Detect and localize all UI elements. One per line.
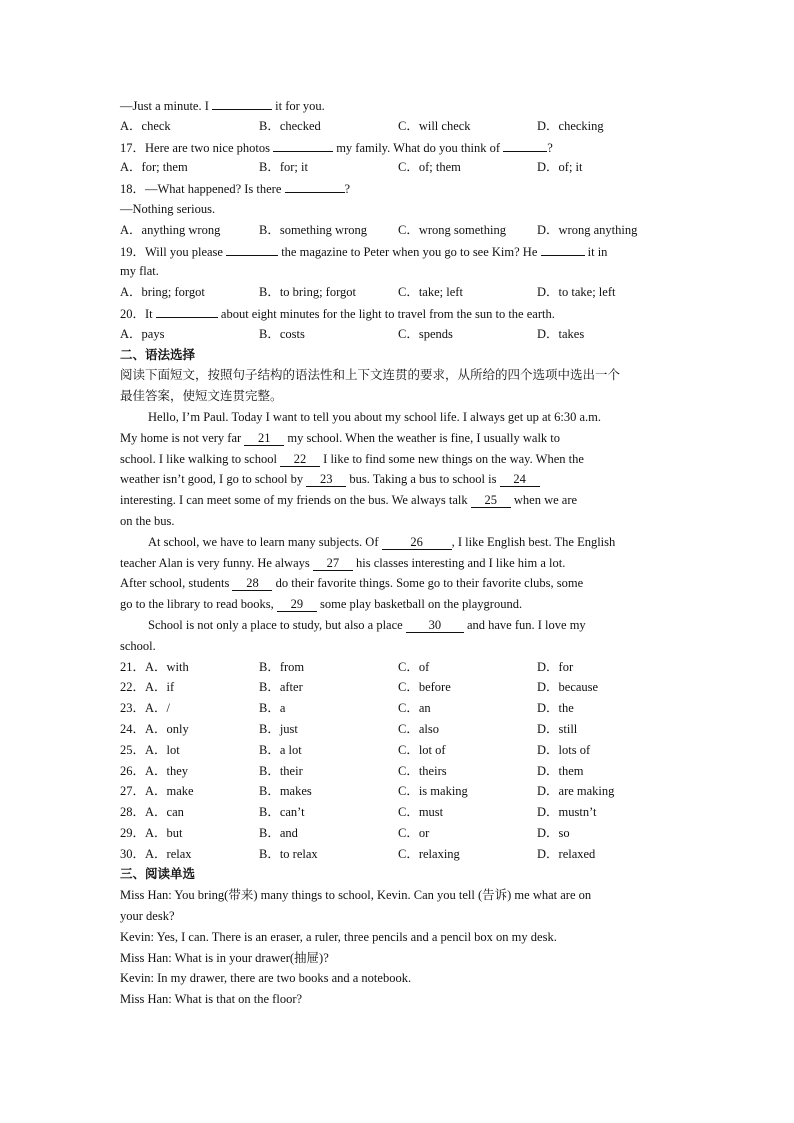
option-b: B．for; it: [259, 160, 308, 175]
passage-line: on the bus.: [120, 513, 175, 528]
passage-line: weather isn’t good, I go to school by 23 bus. Taking a bus to school is 24: [120, 469, 680, 490]
option-c: C．or: [398, 825, 430, 840]
option-a: 27．A．make: [120, 784, 194, 799]
answer-blank: [285, 178, 345, 193]
option-b: B．something wrong: [259, 222, 367, 237]
option-c: C．of: [398, 659, 430, 674]
option-d: D．relaxed: [537, 846, 596, 861]
option-b: B．their: [259, 763, 303, 778]
option-a: 25．A．lot: [120, 742, 180, 757]
passage-line: school. I like walking to school 22 I like to find some new things on the way. When the: [120, 451, 584, 466]
blank-22: 22: [280, 452, 320, 467]
q19-options: [120, 282, 680, 303]
option-a: 22．A．if: [120, 680, 175, 695]
passage-line: interesting. I can meet some of my friends on the bus. We always talk 25 when we are: [120, 493, 578, 508]
passage-line: teacher Alan is very funny. He always 27 his classes interesting and I like him a lot.: [120, 555, 566, 570]
q18-stem: 18．—What happened? Is there ?: [120, 178, 680, 199]
option-c: C．will check: [398, 118, 471, 133]
option-c: C．before: [398, 680, 451, 695]
blank-28: 28: [232, 576, 272, 591]
blank-30: 30: [406, 618, 464, 633]
option-c: C．wrong something: [398, 222, 506, 237]
section-2-instructions-cont: 最佳答案，使短文连贯完整。: [120, 388, 283, 404]
dialogue-line: Kevin: In my drawer, there are two books and a notebook.: [120, 971, 412, 986]
option-a: A．anything wrong: [120, 222, 221, 237]
q28-options: [120, 802, 680, 823]
blank-25: 25: [471, 493, 511, 508]
dialogue-line: Miss Han: What is that on the floor?: [120, 992, 303, 1007]
blank-21: 21: [244, 431, 284, 446]
answer-blank: [226, 241, 278, 256]
q20-options: [120, 324, 680, 345]
answer-blank: [541, 241, 585, 256]
option-b: B．and: [259, 825, 298, 840]
q18-reply: —Nothing serious.: [120, 201, 216, 216]
q26-options: [120, 761, 680, 782]
option-c: C．is making: [398, 784, 468, 799]
option-b: B．makes: [259, 784, 312, 799]
option-d: D．so: [537, 825, 570, 840]
option-d: D．of; it: [537, 160, 583, 175]
q20-stem: 20．It about eight minutes for the light to travel from the sun to the earth.: [120, 303, 680, 324]
dialogue-line: Miss Han: What is in your drawer(抽屉)?: [120, 950, 329, 965]
option-d: D．mustn’t: [537, 805, 597, 820]
option-a: 21．A．with: [120, 659, 189, 674]
passage-line: School is not only a place to study, but also a place 30 and have fun. I love my: [148, 617, 586, 632]
answer-blank: [212, 95, 272, 110]
passage-line: school.: [120, 638, 156, 653]
passage-line: My home is not very far 21 my school. When the weather is fine, I usually walk to: [120, 430, 561, 445]
passage-line: go to the library to read books, 29 some play basketball on the playground.: [120, 597, 523, 612]
option-b: B．just: [259, 721, 298, 736]
option-b: B．to relax: [259, 846, 318, 861]
q18-options: [120, 220, 680, 241]
option-a: 28．A．can: [120, 805, 184, 820]
option-b: B．costs: [259, 326, 305, 341]
option-b: B．can’t: [259, 805, 305, 820]
option-b: B．a: [259, 701, 286, 716]
option-c: C．of; them: [398, 160, 461, 175]
dialogue-line: Miss Han: You bring(带来) many things to school, Kevin. Can you tell (告诉) me what are on: [120, 888, 592, 903]
q23-options: [120, 698, 680, 719]
blank-27: 27: [313, 556, 353, 571]
q16-stem: —Just a minute. I it for you.: [120, 95, 680, 116]
blank-26: 26: [382, 535, 452, 550]
answer-blank: [273, 137, 333, 152]
worksheet-page: [120, 95, 680, 1010]
option-d: D．for: [537, 659, 574, 674]
section-2-title: 二、语法选择: [120, 346, 196, 362]
option-a: 26．A．they: [120, 763, 189, 778]
passage-line: After school, students 28 do their favorite things. Some go to their favorite clubs, some: [120, 576, 584, 591]
option-d: D．because: [537, 680, 599, 695]
option-d: D．are making: [537, 784, 615, 799]
answer-blank: [503, 137, 547, 152]
option-a: 24．A．only: [120, 721, 189, 736]
q16-options: [120, 116, 680, 137]
q19-stem: 19．Will you please the magazine to Peter when you go to see Kim? He it in: [120, 241, 680, 262]
q25-options: [120, 740, 680, 761]
blank-23: 23: [306, 472, 346, 487]
blank-24: 24: [500, 472, 540, 487]
option-a: A．for; them: [120, 160, 188, 175]
option-d: D．the: [537, 701, 574, 716]
q24-options: [120, 719, 680, 740]
option-a: 30．A．relax: [120, 846, 192, 861]
option-c: C．theirs: [398, 763, 447, 778]
option-d: D．to take; left: [537, 285, 616, 300]
option-a: A．pays: [120, 326, 165, 341]
option-b: B．after: [259, 680, 303, 695]
option-b: B．to bring; forgot: [259, 285, 356, 300]
q17-options: [120, 157, 680, 178]
option-c: C．must: [398, 805, 444, 820]
option-b: B．a lot: [259, 742, 302, 757]
section-3-title: 三、阅读单选: [120, 866, 196, 882]
q27-options: [120, 781, 680, 802]
option-a: 29．A．but: [120, 825, 183, 840]
option-c: C．spends: [398, 326, 453, 341]
option-d: D．checking: [537, 118, 604, 133]
option-c: C．lot of: [398, 742, 446, 757]
q19-stem-cont: my flat.: [120, 264, 159, 279]
option-c: C．take; left: [398, 285, 463, 300]
option-d: D．wrong anything: [537, 222, 638, 237]
blank-29: 29: [277, 597, 317, 612]
option-d: D．them: [537, 763, 584, 778]
option-b: B．checked: [259, 118, 321, 133]
passage-line: Hello, I’m Paul. Today I want to tell you about my school life. I always get up at 6:30 a.m.: [148, 409, 601, 424]
dialogue-line: Kevin: Yes, I can. There is an eraser, a ruler, three pencils and a pencil box on my desk.: [120, 929, 557, 944]
section-2-instructions: 阅读下面短文，按照句子结构的语法性和上下文连贯的要求，从所给的四个选项中选出一个: [120, 367, 621, 383]
q30-options: [120, 844, 680, 865]
option-a: A．check: [120, 118, 171, 133]
passage-line: At school, we have to learn many subjects. Of 26 , I like English best. The English: [148, 534, 616, 549]
option-a: 23．A．/: [120, 701, 171, 716]
q22-options: [120, 677, 680, 698]
q17-stem: 17．Here are two nice photos my family. What do you think of ?: [120, 137, 680, 158]
q21-options: [120, 657, 680, 678]
option-d: D．takes: [537, 326, 585, 341]
grammar-options: [120, 657, 680, 865]
option-c: C．also: [398, 721, 439, 736]
option-d: D．still: [537, 721, 578, 736]
option-d: D．lots of: [537, 742, 591, 757]
option-c: C．an: [398, 701, 431, 716]
option-b: B．from: [259, 659, 305, 674]
dialogue-line: your desk?: [120, 909, 175, 924]
option-c: C．relaxing: [398, 846, 460, 861]
answer-blank: [156, 303, 218, 318]
option-a: A．bring; forgot: [120, 285, 205, 300]
q29-options: [120, 823, 680, 844]
